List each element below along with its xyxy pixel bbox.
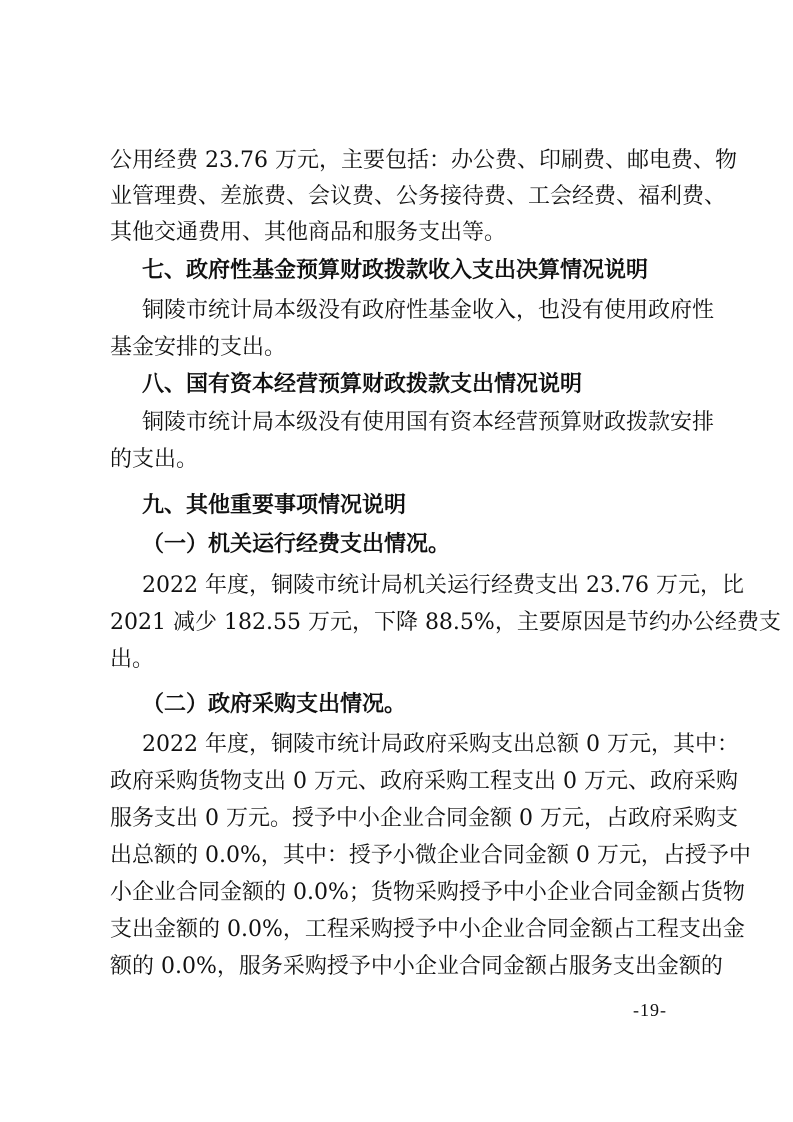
body-text-line: 其他交通费用、其他商品和服务支出等。 [110, 220, 507, 245]
body-text-line: 小企业合同金额的 0.0%；货物采购授予中小企业合同金额占货物 [110, 880, 745, 905]
section-heading: 八、国有资本经营预算财政拨款支出情况说明 [142, 372, 583, 397]
body-text-line: 2022 年度，铜陵市统计局机关运行经费支出 23.76 万元，比 [142, 573, 744, 598]
body-text-line: 额的 0.0%，服务采购授予中小企业合同金额占服务支出金额的 [110, 954, 723, 979]
body-text-line: 业管理费、差旅费、会议费、公务接待费、工会经费、福利费、 [110, 184, 727, 209]
page-number: -19- [633, 1000, 667, 1020]
section-heading: 七、政府性基金预算财政拨款收入支出决算情况说明 [142, 258, 649, 283]
body-text-line: 公用经费 23.76 万元，主要包括：办公费、印刷费、邮电费、物 [110, 148, 737, 173]
body-text-line: 服务支出 0 万元。授予中小企业合同金额 0 万元，占政府采购支 [110, 806, 738, 831]
body-text-line: 铜陵市统计局本级没有政府性基金收入，也没有使用政府性 [142, 298, 715, 323]
body-text-line: 支出金额的 0.0%，工程采购授予中小企业合同金额占工程支出金 [110, 917, 745, 942]
subsection-heading: （一）机关运行经费支出情况。 [142, 532, 451, 557]
body-text-line: 2022 年度，铜陵市统计局政府采购支出总额 0 万元，其中： [142, 732, 739, 757]
body-text-line: 的支出。 [110, 447, 199, 472]
subsection-heading: （二）政府采购支出情况。 [142, 692, 407, 717]
body-text-line: 出总额的 0.0%，其中：授予小微企业合同金额 0 万元，占授予中 [110, 843, 751, 868]
body-text-line: 政府采购货物支出 0 万元、政府采购工程支出 0 万元、政府采购 [110, 769, 738, 794]
section-heading: 九、其他重要事项情况说明 [142, 493, 407, 518]
body-text-line: 基金安排的支出。 [110, 335, 287, 360]
body-text-line: 出。 [110, 647, 155, 672]
body-text-line: 铜陵市统计局本级没有使用国有资本经营预算财政拨款安排 [142, 410, 715, 435]
body-text-line: 2021 减少 182.55 万元，下降 88.5%，主要原因是节约办公经费支 [110, 610, 781, 635]
